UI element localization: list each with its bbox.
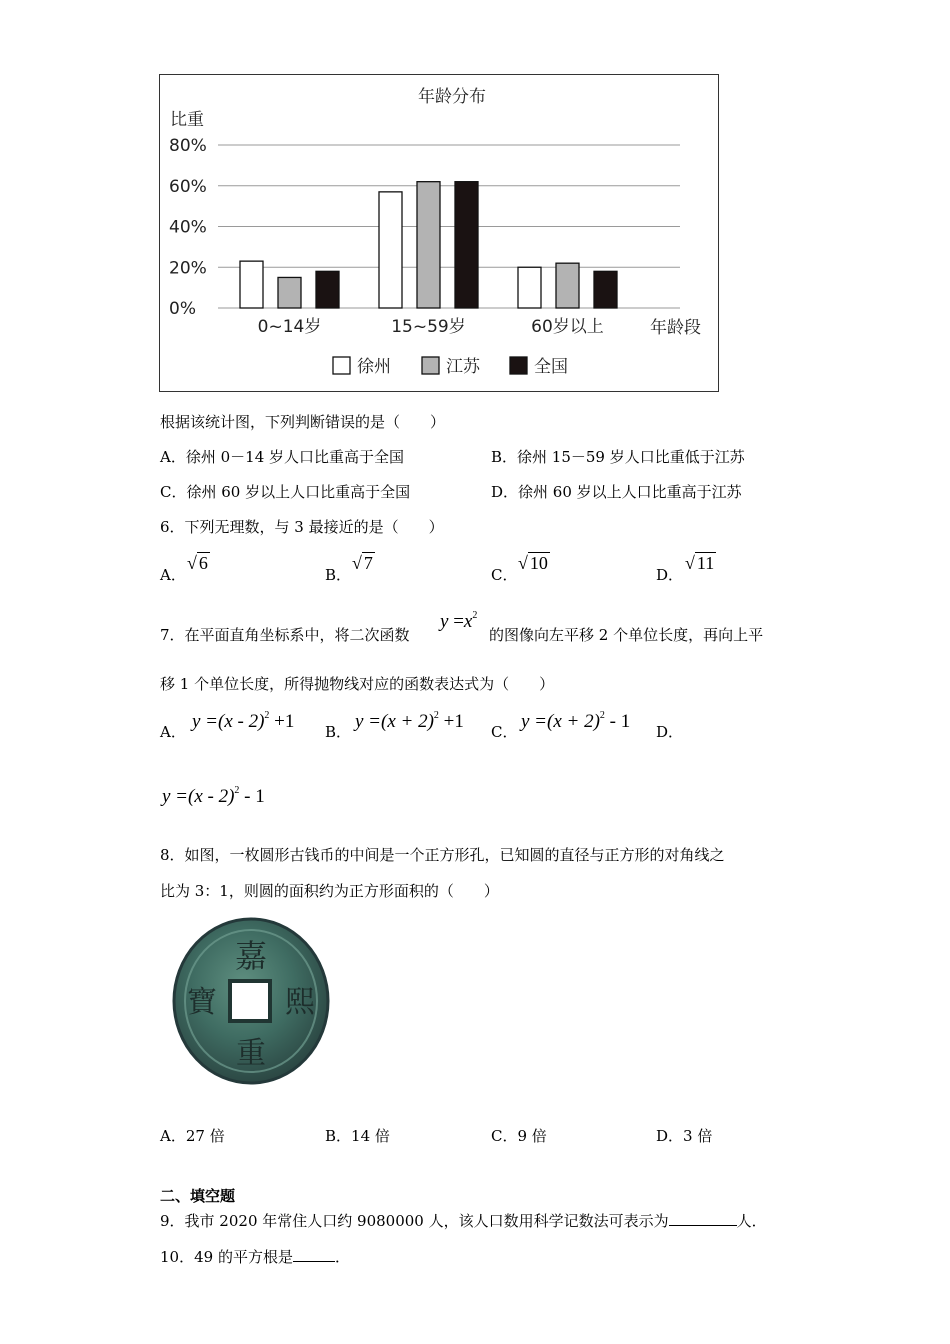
q9-text-before: 9．我市 2020 年常住人口约 9080000 人，该人口数用科学记数法可表示为 [160, 1212, 669, 1230]
q10-text-after: ． [334, 1248, 350, 1266]
q10-text-before: 10．49 的平方根是 [160, 1248, 293, 1266]
chart-title: 年龄分布 [418, 87, 486, 107]
q6-option-a-value: √ 6 [187, 553, 208, 573]
age-distribution-chart [159, 74, 719, 392]
bar-1-1 [417, 182, 440, 308]
q7-option-a-label: A． [160, 723, 186, 741]
q5-option-d: D．徐州 60 岁以上人口比重高于江苏 [491, 483, 742, 501]
ancient-coin-image [168, 915, 334, 1087]
q5-option-b: B．徐州 15－59 岁人口比重低于江苏 [491, 448, 745, 466]
coin-char-bottom: 重 [236, 1036, 266, 1071]
q7-option-a-post: +1 [269, 711, 295, 732]
legend-swatch [422, 357, 439, 374]
q7-option-a-exp: 2 [264, 710, 270, 721]
chart-legend [333, 357, 568, 377]
bar-1-0 [379, 192, 402, 308]
chart-x-axis-label: 年龄段 [650, 318, 701, 338]
q9 [160, 1210, 767, 1231]
q8-option-d: D．3 倍 [656, 1127, 713, 1145]
q8-option-c: C．9 倍 [491, 1127, 547, 1145]
y-tick-label: 0% [169, 299, 196, 319]
legend-label: 徐州 [357, 357, 391, 377]
coin-char-top: 嘉 [234, 937, 268, 975]
q6-option-d-radicand: 11 [696, 553, 715, 573]
q8-stem-line1: 8．如图，一枚圆形古钱币的中间是一个正方形孔，已知圆的直径与正方形的对角线之 [160, 846, 725, 864]
q7-stem-part1: 7．在平面直角坐标系中，将二次函数 [160, 626, 410, 644]
section-2-title: 二、填空题 [160, 1187, 236, 1205]
q7-option-a-pre: y =(x - 2) [192, 711, 265, 732]
chart-y-axis-label: 比重 [170, 110, 204, 130]
q7-option-d-exp: 2 [234, 785, 240, 796]
y-tick-label: 40% [169, 217, 207, 238]
legend-swatch [510, 357, 527, 374]
q10-answer-blank[interactable] [293, 1261, 335, 1262]
q6-option-d-label: D． [656, 566, 684, 584]
q7-func-y: y [440, 611, 449, 632]
q7-option-d-post: - 1 [239, 786, 265, 807]
bar-0-0 [240, 261, 263, 308]
q6-option-d-value: √ 11 [685, 553, 715, 573]
bar-0-2 [316, 271, 339, 308]
q7-option-a-expr [192, 710, 294, 733]
q8-option-a: A．27 倍 [160, 1127, 225, 1145]
q7-option-b-pre: y =(x + 2) [355, 711, 434, 732]
q6-option-c-label: C． [491, 566, 518, 584]
q6-option-c-value: √ 10 [518, 553, 548, 573]
q6-option-b-radicand: 7 [363, 553, 373, 573]
q7-option-b-exp: 2 [433, 710, 439, 721]
y-tick-label: 60% [169, 176, 207, 197]
legend-label: 江苏 [446, 357, 480, 377]
chart-bars [240, 182, 617, 308]
coin-char-right: 熙 [285, 985, 315, 1020]
bar-2-2 [594, 271, 617, 308]
q10 [160, 1246, 350, 1267]
bar-0-1 [278, 277, 301, 308]
q7-option-d-pre: y =(x - 2) [162, 786, 235, 807]
x-tick-label: 15~59岁 [391, 317, 466, 337]
q7-option-c-label: C． [491, 723, 518, 741]
q5-option-c: C．徐州 60 岁以上人口比重高于全国 [160, 483, 411, 501]
bar-1-2 [455, 182, 478, 308]
q7-function [440, 610, 477, 633]
q6-option-a-radicand: 6 [198, 553, 208, 573]
q8-stem-line2: 比为 3：1，则圆的面积约为正方形面积的（ ） [160, 882, 499, 900]
q8-option-b: B．14 倍 [325, 1127, 390, 1145]
q7-func-x: x [463, 611, 473, 632]
q9-text-after: 人． [736, 1212, 767, 1230]
legend-swatch [333, 357, 350, 374]
bar-2-0 [518, 267, 541, 308]
q6-option-b-value: √ 7 [352, 553, 373, 573]
q6-option-a-label: A． [160, 566, 186, 584]
q6-option-c-radicand: 10 [529, 553, 548, 573]
q7-option-b-post: +1 [438, 711, 464, 732]
bar-2-1 [556, 263, 579, 308]
q7-func-exp: 2 [472, 610, 478, 621]
y-tick-label: 20% [169, 258, 207, 279]
q7-stem-part2: 的图像向左平移 2 个单位长度，再向上平 [489, 626, 764, 644]
q7-option-d-label: D． [656, 723, 684, 741]
q7-option-d-expr [162, 785, 265, 808]
q6-stem: 6．下列无理数，与 3 最接近的是（ ） [160, 518, 444, 536]
q7-option-b-expr [355, 710, 464, 733]
q7-option-c-expr [521, 710, 630, 733]
q5-option-a: A．徐州 0－14 岁人口比重高于全国 [160, 448, 405, 466]
coin-char-left: 寶 [187, 985, 217, 1020]
q5-stem: 根据该统计图，下列判断错误的是（ ） [160, 413, 446, 431]
q6-option-b-label: B． [325, 566, 352, 584]
y-tick-label: 80% [169, 136, 207, 156]
q7-func-eq: = [453, 611, 464, 632]
chart-svg [160, 75, 720, 393]
x-tick-label: 0~14岁 [257, 317, 322, 337]
x-tick-label: 60岁以上 [531, 317, 604, 337]
q7-option-b-label: B． [325, 723, 352, 741]
legend-label: 全国 [534, 357, 568, 377]
q7-stem-line2: 移 1 个单位长度，所得抛物线对应的函数表达式为（ ） [160, 675, 555, 693]
q9-answer-blank[interactable] [669, 1225, 737, 1226]
q7-option-c-post: - 1 [604, 711, 631, 732]
q7-option-c-exp: 2 [599, 710, 605, 721]
q7-option-c-pre: y =(x + 2) [521, 711, 600, 732]
